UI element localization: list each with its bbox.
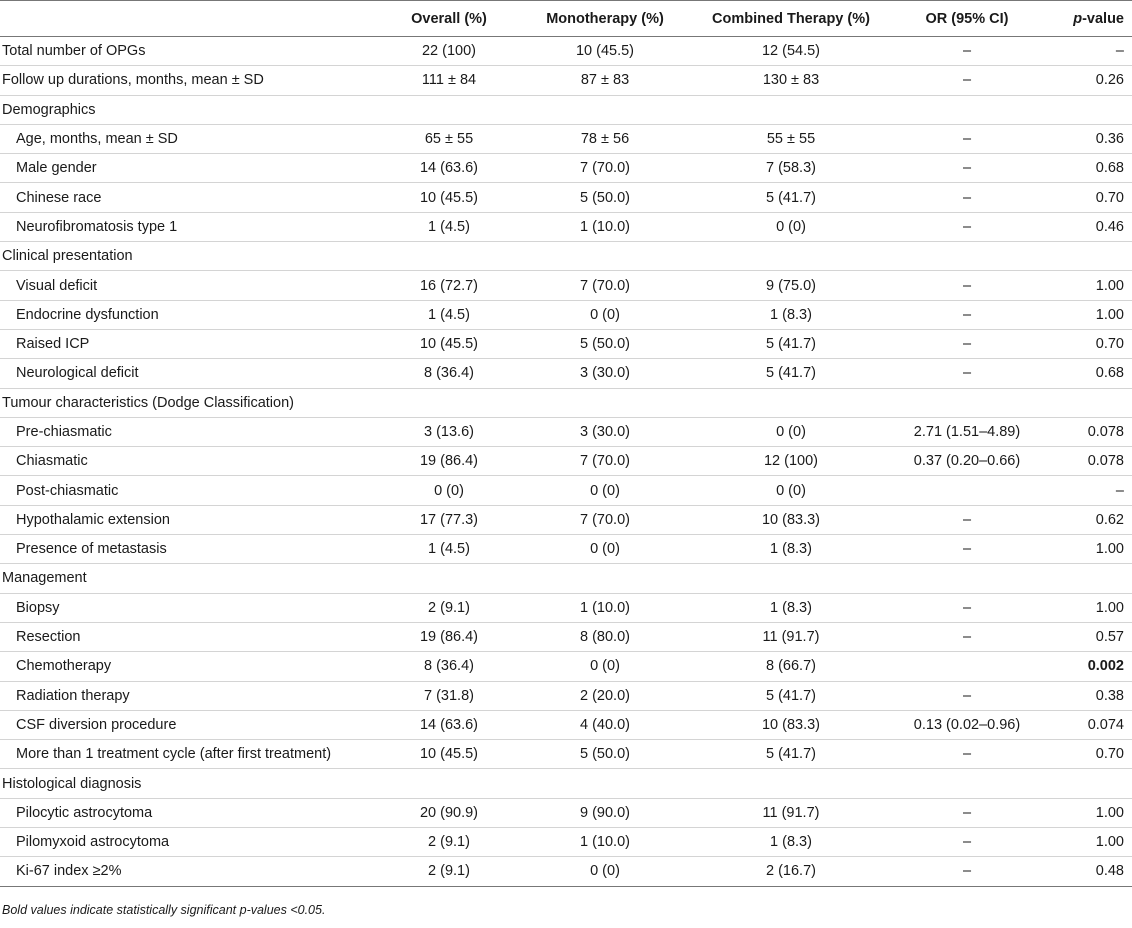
cell-odds-ratio: – [892,359,1042,388]
cell-combined-therapy: 1 (8.3) [690,300,892,329]
cell-overall: 8 (36.4) [378,359,520,388]
row-label: Raised ICP [0,329,378,358]
cell-monotherapy: 2 (20.0) [520,681,690,710]
cell-p-value: 0.70 [1042,329,1132,358]
cell-monotherapy: 7 (70.0) [520,271,690,300]
row-label: Male gender [0,154,378,183]
table-row [0,622,1132,651]
cell-combined-therapy: 9 (75.0) [690,271,892,300]
cell-overall: 7 (31.8) [378,681,520,710]
cell-overall: 17 (77.3) [378,505,520,534]
row-label: Chinese race [0,183,378,212]
row-label: Post-chiasmatic [0,476,378,505]
section-header-row [0,769,1132,798]
cell-combined-therapy: 0 (0) [690,212,892,241]
header-overall: Overall (%) [378,1,520,37]
section-label: Management [0,564,1132,593]
table-row [0,447,1132,476]
cell-p-value: 0.46 [1042,212,1132,241]
cell-monotherapy: 0 (0) [520,476,690,505]
table-row [0,271,1132,300]
cell-odds-ratio: – [892,329,1042,358]
cell-p-value: 0.078 [1042,417,1132,446]
cell-combined-therapy: 1 (8.3) [690,828,892,857]
cell-p-value: – [1042,476,1132,505]
cell-combined-therapy: 10 (83.3) [690,710,892,739]
table-row [0,652,1132,681]
row-label: Pilomyxoid astrocytoma [0,828,378,857]
cell-odds-ratio: – [892,271,1042,300]
cell-overall: 10 (45.5) [378,183,520,212]
cell-p-value: 1.00 [1042,300,1132,329]
cell-combined-therapy: 5 (41.7) [690,681,892,710]
cell-combined-therapy: 11 (91.7) [690,622,892,651]
header-row [0,1,1132,37]
table-row [0,476,1132,505]
cell-monotherapy: 5 (50.0) [520,329,690,358]
cell-combined-therapy: 5 (41.7) [690,183,892,212]
cell-odds-ratio: 2.71 (1.51–4.89) [892,417,1042,446]
section-label: Tumour characteristics (Dodge Classification) [0,388,1132,417]
cell-monotherapy: 5 (50.0) [520,183,690,212]
cell-odds-ratio: – [892,154,1042,183]
cell-p-value: 0.078 [1042,447,1132,476]
cell-odds-ratio: – [892,798,1042,827]
section-header-row [0,95,1132,124]
cell-overall: 3 (13.6) [378,417,520,446]
section-header-row [0,564,1132,593]
cell-p-value: 1.00 [1042,798,1132,827]
table-row [0,681,1132,710]
cell-p-value: 0.38 [1042,681,1132,710]
cell-combined-therapy: 1 (8.3) [690,593,892,622]
table-row [0,740,1132,769]
row-label: More than 1 treatment cycle (after first treatment) [0,740,378,769]
header-p-italic: p [1073,10,1083,27]
cell-monotherapy: 10 (45.5) [520,37,690,66]
cell-p-value: 0.62 [1042,505,1132,534]
cell-combined-therapy: 7 (58.3) [690,154,892,183]
cell-p-value: 0.36 [1042,124,1132,153]
cell-odds-ratio: – [892,66,1042,95]
cell-odds-ratio: – [892,681,1042,710]
table-row [0,329,1132,358]
cell-overall: 16 (72.7) [378,271,520,300]
row-label: Endocrine dysfunction [0,300,378,329]
header-p-rest: -value [1082,10,1124,27]
row-label: Ki-67 index ≥2% [0,857,378,886]
row-label: Chiasmatic [0,447,378,476]
row-label: Resection [0,622,378,651]
cell-overall: 2 (9.1) [378,857,520,886]
row-label: Chemotherapy [0,652,378,681]
cell-p-value: 0.074 [1042,710,1132,739]
table-row [0,505,1132,534]
section-label: Clinical presentation [0,242,1132,271]
section-header-row [0,242,1132,271]
row-label: Neurofibromatosis type 1 [0,212,378,241]
cell-combined-therapy: 55 ± 55 [690,124,892,153]
table-row [0,535,1132,564]
cell-combined-therapy: 12 (54.5) [690,37,892,66]
cell-odds-ratio: – [892,828,1042,857]
cell-combined-therapy: 5 (41.7) [690,329,892,358]
table-row [0,710,1132,739]
cell-monotherapy: 1 (10.0) [520,593,690,622]
table-row [0,183,1132,212]
cell-overall: 10 (45.5) [378,740,520,769]
cell-combined-therapy: 5 (41.7) [690,359,892,388]
cell-monotherapy: 5 (50.0) [520,740,690,769]
cell-monotherapy: 3 (30.0) [520,417,690,446]
table-row [0,828,1132,857]
cell-monotherapy: 4 (40.0) [520,710,690,739]
cell-combined-therapy: 5 (41.7) [690,740,892,769]
cell-combined-therapy: 130 ± 83 [690,66,892,95]
cell-combined-therapy: 2 (16.7) [690,857,892,886]
cell-odds-ratio: – [892,124,1042,153]
cell-monotherapy: 7 (70.0) [520,505,690,534]
cell-combined-therapy: 0 (0) [690,417,892,446]
cell-monotherapy: 0 (0) [520,652,690,681]
cell-overall: 14 (63.6) [378,154,520,183]
cell-monotherapy: 0 (0) [520,300,690,329]
table-row [0,212,1132,241]
cell-combined-therapy: 0 (0) [690,476,892,505]
cell-monotherapy: 7 (70.0) [520,447,690,476]
cell-overall: 10 (45.5) [378,329,520,358]
cell-odds-ratio: – [892,857,1042,886]
table-row [0,154,1132,183]
cell-odds-ratio: – [892,622,1042,651]
cell-p-value: 0.68 [1042,359,1132,388]
cell-odds-ratio: 0.37 (0.20–0.66) [892,447,1042,476]
cell-odds-ratio: – [892,300,1042,329]
row-label: Total number of OPGs [0,37,378,66]
row-label: Visual deficit [0,271,378,300]
header-p-value [1042,1,1132,37]
cell-overall: 19 (86.4) [378,622,520,651]
row-label: CSF diversion procedure [0,710,378,739]
cell-monotherapy: 0 (0) [520,535,690,564]
cell-odds-ratio: – [892,212,1042,241]
row-label: Radiation therapy [0,681,378,710]
cell-monotherapy: 1 (10.0) [520,828,690,857]
cell-combined-therapy: 8 (66.7) [690,652,892,681]
table-body [0,37,1132,887]
cell-odds-ratio: 0.13 (0.02–0.96) [892,710,1042,739]
row-label: Biopsy [0,593,378,622]
table-row [0,417,1132,446]
table-row [0,359,1132,388]
cell-odds-ratio [892,476,1042,505]
header-combined-therapy: Combined Therapy (%) [690,1,892,37]
cell-monotherapy: 9 (90.0) [520,798,690,827]
cell-overall: 20 (90.9) [378,798,520,827]
cell-monotherapy: 7 (70.0) [520,154,690,183]
header-odds-ratio: OR (95% CI) [892,1,1042,37]
cell-overall: 111 ± 84 [378,66,520,95]
header-label [0,1,378,37]
cell-overall: 2 (9.1) [378,593,520,622]
row-label: Age, months, mean ± SD [0,124,378,153]
table-row [0,857,1132,886]
cell-odds-ratio [892,652,1042,681]
table-row [0,593,1132,622]
cell-monotherapy: 8 (80.0) [520,622,690,651]
cell-p-value: 0.68 [1042,154,1132,183]
row-label: Presence of metastasis [0,535,378,564]
cell-overall: 1 (4.5) [378,212,520,241]
row-label: Neurological deficit [0,359,378,388]
cell-p-value: 0.002 [1042,652,1132,681]
cell-odds-ratio: – [892,37,1042,66]
cell-overall: 2 (9.1) [378,828,520,857]
cell-p-value: 0.26 [1042,66,1132,95]
section-label: Demographics [0,95,1132,124]
cell-overall: 0 (0) [378,476,520,505]
cell-combined-therapy: 12 (100) [690,447,892,476]
cell-monotherapy: 1 (10.0) [520,212,690,241]
cell-p-value: 1.00 [1042,271,1132,300]
section-label: Histological diagnosis [0,769,1132,798]
cell-odds-ratio: – [892,535,1042,564]
cell-p-value: 0.70 [1042,740,1132,769]
cell-overall: 19 (86.4) [378,447,520,476]
cell-combined-therapy: 11 (91.7) [690,798,892,827]
header-monotherapy: Monotherapy (%) [520,1,690,37]
cell-monotherapy: 87 ± 83 [520,66,690,95]
cell-overall: 1 (4.5) [378,535,520,564]
table-footnote: Bold values indicate statistically significant p-values <0.05. [2,902,326,917]
cell-p-value: 1.00 [1042,535,1132,564]
table-row [0,798,1132,827]
cell-p-value: 1.00 [1042,828,1132,857]
row-label: Pilocytic astrocytoma [0,798,378,827]
cell-odds-ratio: – [892,740,1042,769]
cell-p-value: 0.48 [1042,857,1132,886]
row-label: Follow up durations, months, mean ± SD [0,66,378,95]
cell-odds-ratio: – [892,505,1042,534]
cell-odds-ratio: – [892,183,1042,212]
cell-overall: 22 (100) [378,37,520,66]
table-row [0,66,1132,95]
section-header-row [0,388,1132,417]
table-row [0,37,1132,66]
cell-monotherapy: 78 ± 56 [520,124,690,153]
cell-p-value: 0.70 [1042,183,1132,212]
cell-monotherapy: 0 (0) [520,857,690,886]
cell-monotherapy: 3 (30.0) [520,359,690,388]
cell-overall: 14 (63.6) [378,710,520,739]
table-row [0,124,1132,153]
cell-p-value: 1.00 [1042,593,1132,622]
cell-odds-ratio: – [892,593,1042,622]
cell-p-value: – [1042,37,1132,66]
cell-combined-therapy: 10 (83.3) [690,505,892,534]
cell-overall: 1 (4.5) [378,300,520,329]
table-row [0,300,1132,329]
cell-p-value: 0.57 [1042,622,1132,651]
row-label: Pre-chiasmatic [0,417,378,446]
cell-overall: 8 (36.4) [378,652,520,681]
row-label: Hypothalamic extension [0,505,378,534]
cell-combined-therapy: 1 (8.3) [690,535,892,564]
cell-overall: 65 ± 55 [378,124,520,153]
